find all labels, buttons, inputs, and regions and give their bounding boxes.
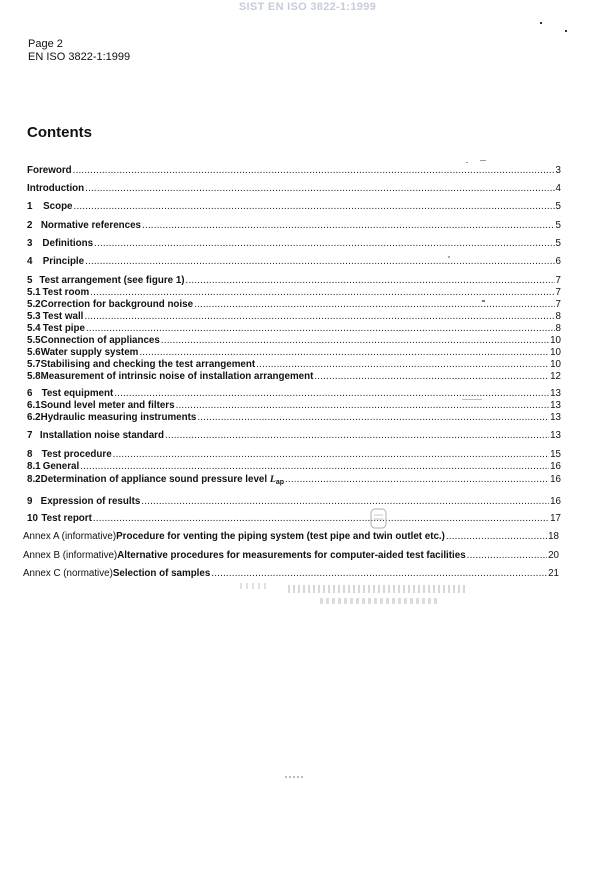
toc-leader-dots	[161, 335, 549, 346]
toc-leader-dots	[114, 388, 549, 399]
toc-entry-label: Test equipment	[41, 388, 114, 399]
toc-entry-label: Connection of appliances	[40, 335, 160, 346]
toc-entry-page: 15	[550, 449, 561, 460]
toc-leader-dots	[211, 568, 547, 579]
toc-entry-number: 5.3	[27, 311, 41, 322]
toc-entry-page: 8	[555, 323, 561, 334]
toc-entry-label: Test pipe	[42, 323, 85, 334]
toc-entry-label: Water supply system	[40, 347, 139, 358]
toc-leader-dots	[194, 299, 555, 310]
scan-speck	[480, 160, 486, 161]
toc-entry-label: Principle	[42, 256, 85, 267]
toc-entry-label: Test report	[41, 513, 92, 524]
toc-entry-5-1[interactable]	[27, 287, 561, 298]
toc-entry-label: Procedure for venting the piping system (test pipe and twin outlet etc.)	[116, 531, 445, 542]
toc-entry-number: 8.2	[27, 474, 41, 485]
toc-leader-dots	[142, 220, 555, 231]
toc-entry-label: Foreword	[27, 165, 72, 176]
toc-entry-9[interactable]	[27, 496, 561, 507]
toc-entry-number: 5.7	[27, 359, 41, 370]
toc-entry-5-4[interactable]	[27, 323, 561, 334]
toc-entry-page: 12	[550, 371, 561, 382]
toc-annex-a[interactable]	[23, 531, 559, 542]
toc-entry-page: 8	[555, 311, 561, 322]
toc-leader-dots	[186, 275, 555, 286]
toc-entry-label: Sound level meter and filters	[40, 400, 175, 411]
toc-annex-b[interactable]	[23, 550, 559, 561]
scan-speck	[540, 22, 542, 24]
toc-entry-page: 10	[550, 335, 561, 346]
toc-leader-dots	[73, 165, 555, 176]
toc-entry-page: 20	[548, 550, 559, 561]
toc-entry-page: 16	[550, 474, 561, 485]
toc-leader-dots	[86, 323, 555, 334]
toc-entry-label: Introduction	[27, 183, 85, 194]
toc-entry-page: 17	[550, 513, 561, 524]
toc-leader-dots	[74, 201, 555, 212]
toc-entry-page: 13	[550, 388, 561, 399]
toc-entry-5-5[interactable]	[27, 335, 561, 346]
toc-entry-number: 6.1	[27, 400, 41, 411]
toc-entry-5-6[interactable]	[27, 347, 561, 358]
toc-leader-dots	[165, 430, 549, 441]
toc-entry-page: 7	[555, 275, 561, 286]
scan-speck	[565, 30, 567, 32]
toc-annex-prefix: Annex B (informative)	[23, 550, 118, 561]
toc-entry-1[interactable]	[27, 201, 561, 212]
toc-entry-3[interactable]	[27, 238, 561, 249]
toc-leader-dots	[85, 183, 554, 194]
toc-entry-label-text: Determination of appliance sound pressure level	[40, 474, 268, 485]
toc-entry-5-8[interactable]	[27, 371, 561, 382]
toc-entry-number: 4	[27, 256, 33, 267]
toc-entry-number: 5.4	[27, 323, 41, 334]
watermark-text: SIST EN ISO 3822-1:1999	[238, 1, 377, 13]
toc-entry-8-2[interactable]	[27, 474, 561, 486]
toc-leader-dots	[176, 400, 550, 411]
toc-entry-label: Measurement of intrinsic noise of installation arrangement	[40, 371, 314, 382]
toc-leader-dots	[285, 474, 549, 485]
toc-entry-label: Expression of results	[40, 496, 141, 507]
toc-entry-label: Scope	[43, 201, 73, 212]
toc-leader-dots	[197, 412, 549, 423]
scan-smudge	[240, 583, 270, 589]
toc-entry-number: 5.8	[27, 371, 41, 382]
toc-entry-foreword[interactable]	[27, 165, 561, 176]
toc-entry-number: 2	[27, 220, 33, 231]
toc-entry-8[interactable]	[27, 449, 561, 460]
toc-entry-label: Normative references	[40, 220, 142, 231]
page-title: Contents	[27, 124, 92, 141]
toc-entry-page: 5	[555, 220, 561, 231]
toc-entry-label: Test arrangement (see figure 1)	[39, 275, 185, 286]
toc-leader-dots	[93, 513, 549, 524]
toc-entry-number: 8.1	[27, 461, 41, 472]
toc-entry-page: 13	[550, 400, 561, 411]
toc-entry-page: 10	[550, 347, 561, 358]
toc-entry-number: 6	[27, 388, 33, 399]
toc-entry-label: Test procedure	[41, 449, 112, 460]
toc-entry-8-1[interactable]	[27, 461, 561, 472]
toc-entry-label: Selection of samples	[112, 568, 211, 579]
toc-annex-prefix: Annex C (normative)	[23, 568, 113, 579]
toc-leader-dots	[80, 461, 549, 472]
toc-entry-page: 13	[550, 412, 561, 423]
scan-speck	[462, 399, 482, 400]
toc-entry-4[interactable]	[27, 256, 561, 267]
toc-leader-dots	[84, 311, 554, 322]
toc-entry-number: 3	[27, 238, 33, 249]
toc-entry-number: 10	[27, 513, 38, 524]
toc-entry-page: 4	[555, 183, 561, 194]
toc-leader-dots	[85, 256, 554, 267]
toc-entry-page: 5	[555, 201, 561, 212]
toc-entry-5[interactable]	[27, 275, 561, 286]
toc-entry-6-1[interactable]	[27, 400, 561, 411]
toc-entry-label: Hydraulic measuring instruments	[40, 412, 197, 423]
toc-entry-5-3[interactable]	[27, 311, 561, 322]
standard-code: EN ISO 3822-1:1999	[28, 51, 131, 63]
scan-smudge	[288, 585, 468, 593]
toc-entry-6-2[interactable]	[27, 412, 561, 423]
toc-entry-number: 8	[27, 449, 33, 460]
toc-entry-label: Definitions	[42, 238, 94, 249]
toc-entry-page: 6	[555, 256, 561, 267]
toc-leader-dots	[314, 371, 549, 382]
scan-speck	[482, 300, 485, 302]
stamp-mark-icon	[368, 506, 390, 532]
toc-annex-prefix: Annex A (informative)	[23, 531, 117, 542]
toc-entry-page: 13	[550, 430, 561, 441]
toc-entry-5-2[interactable]	[27, 299, 561, 310]
toc-entry-page: 18	[548, 531, 559, 542]
toc-annex-c[interactable]	[23, 568, 559, 579]
toc-entry-number: 5.5	[27, 335, 41, 346]
toc-entry-number: 5.6	[27, 347, 41, 358]
sound-level-symbol: L	[269, 474, 276, 485]
toc-entry-label: Stabilising and checking the test arrangement	[40, 359, 256, 370]
toc-entry-page: 16	[550, 461, 561, 472]
toc-entry-label: Alternative procedures for measurements for computer-aided test facilities	[117, 550, 466, 561]
toc-leader-dots	[90, 287, 554, 298]
toc-entry-2[interactable]	[27, 220, 561, 231]
scan-smudge	[320, 598, 440, 604]
toc-entry-7[interactable]	[27, 430, 561, 441]
toc-entry-page: 3	[555, 165, 561, 176]
toc-entry-number: 5.2	[27, 299, 41, 310]
toc-entry-label: Test room	[42, 287, 90, 298]
page-number: Page 2	[28, 38, 63, 50]
toc-leader-dots	[141, 496, 549, 507]
toc-leader-dots	[446, 531, 547, 542]
toc-entry-label	[41, 474, 284, 486]
toc-entry-5-7[interactable]	[27, 359, 561, 370]
toc-leader-dots	[113, 449, 549, 460]
toc-entry-page: 21	[548, 568, 559, 579]
toc-leader-dots	[256, 359, 549, 370]
toc-leader-dots	[467, 550, 547, 561]
toc-leader-dots	[94, 238, 555, 249]
toc-entry-page: 5	[555, 238, 561, 249]
scan-speck	[448, 256, 450, 258]
toc-entry-page: 7	[555, 299, 561, 310]
toc-entry-label: Test wall	[42, 311, 84, 322]
toc-entry-number: 6.2	[27, 412, 41, 423]
toc-entry-label: Installation noise standard	[39, 430, 164, 441]
toc-entry-6[interactable]	[27, 388, 561, 399]
scan-speck	[466, 162, 468, 163]
toc-entry-number: 1	[27, 201, 33, 212]
toc-entry-page: 10	[550, 359, 561, 370]
scan-smudge	[285, 776, 303, 778]
toc-entry-page: 16	[550, 496, 561, 507]
toc-entry-number: 7	[27, 430, 33, 441]
toc-leader-dots	[139, 347, 549, 358]
sound-level-subscript: ap	[275, 479, 284, 486]
toc-entry-label: General	[42, 461, 80, 472]
toc-entry-number: 5.1	[27, 287, 41, 298]
toc-entry-label: Correction for background noise	[40, 299, 194, 310]
toc-entry-number: 9	[27, 496, 33, 507]
toc-entry-page: 7	[555, 287, 561, 298]
toc-entry-10[interactable]	[27, 513, 561, 524]
toc-entry-number: 5	[27, 275, 33, 286]
toc-entry-introduction[interactable]	[27, 183, 561, 194]
